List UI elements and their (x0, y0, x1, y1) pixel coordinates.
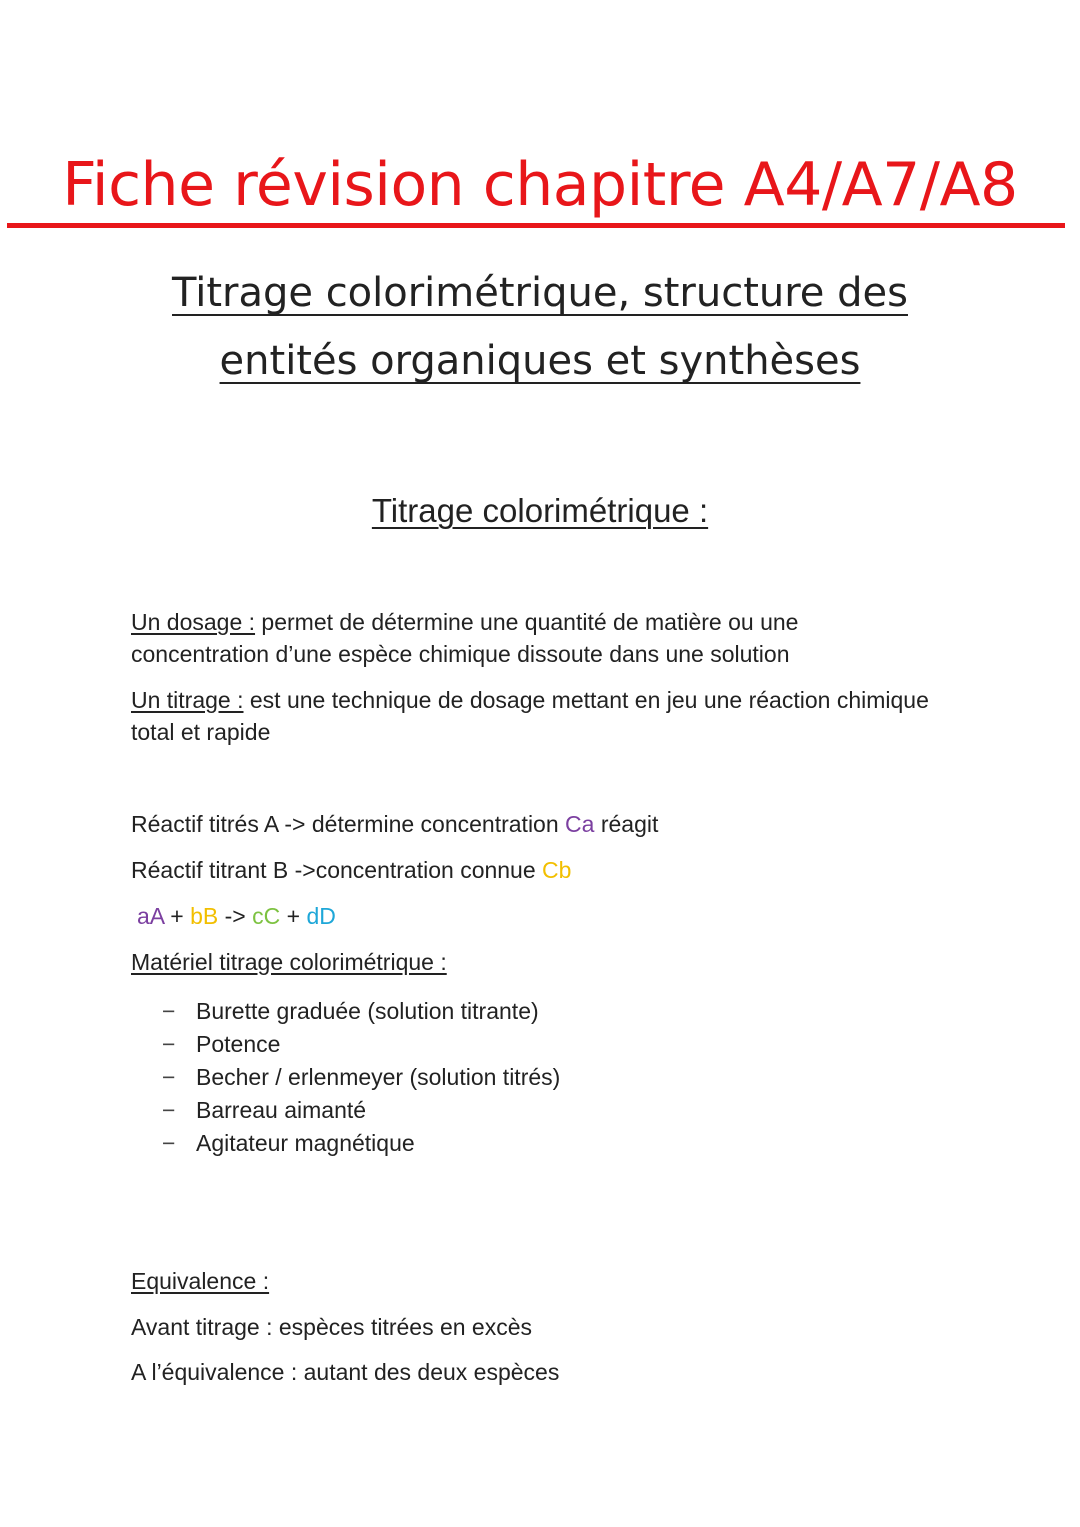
reactif-titre-var: Ca (565, 811, 595, 837)
reactif-titre-line (131, 808, 658, 840)
section-title-text: Titrage colorimétrique : (371, 492, 709, 529)
main-title-underline (7, 223, 1065, 228)
equivalence-before: Avant titrage : espèces titrées en excès (131, 1314, 533, 1340)
definition-titrage (131, 684, 931, 748)
equation-term-b: bB (190, 903, 219, 929)
definition-titrage-term: Un titrage : (131, 687, 244, 713)
subtitle-line-2 (0, 333, 1080, 389)
equivalence-at: A l’équivalence : autant des deux espèces (131, 1359, 560, 1385)
definition-dosage-term: Un dosage : (131, 609, 256, 635)
definition-dosage (131, 606, 931, 670)
subtitle-line-1-text: Titrage colorimétrique, structure des (172, 270, 908, 316)
dash-bullet-icon: − (162, 1031, 176, 1057)
equation-term-d: dD (306, 903, 336, 929)
list-item: − Agitateur magnétique (162, 1127, 560, 1160)
equation-term-c: cC (252, 903, 281, 929)
definition-titrage-text: est une technique de dosage mettant en jeu une réaction chimique total et rapide (131, 687, 929, 745)
subtitle-line-2-text: entités organiques et synthèses (219, 338, 861, 384)
reactif-titre-suffix: réagit (594, 811, 659, 837)
equivalence-title: Equivalence : (131, 1268, 270, 1294)
materiel-title: Matériel titrage colorimétrique : (131, 949, 447, 975)
subtitle-line-1 (0, 265, 1080, 321)
list-item: − Burette graduée (solution titrante) (162, 995, 560, 1028)
reaction-equation (137, 900, 336, 932)
list-item: − Becher / erlenmeyer (solution titrés) (162, 1061, 560, 1094)
equivalence-title-line (131, 1265, 269, 1297)
equation-plus-1: + (163, 903, 191, 929)
definition-dosage-text: permet de détermine une quantité de matière ou une concentration d’une espèce chimique dissoute dans une solution (131, 609, 799, 667)
reactif-titrant-var: Cb (542, 857, 572, 883)
equation-term-a: aA (137, 903, 164, 929)
dash-bullet-icon: − (162, 1064, 176, 1090)
dash-bullet-icon: − (162, 1097, 176, 1123)
reactif-titrant-line (131, 854, 571, 886)
equation-arrow: -> (218, 903, 253, 929)
section-title (0, 490, 1080, 532)
list-item: − Barreau aimanté (162, 1094, 560, 1127)
materiel-title-line (131, 946, 447, 978)
reactif-titre-text: Réactif titrés A -> détermine concentration (131, 811, 566, 837)
equation-plus-2: + (280, 903, 307, 929)
main-title: Fiche révision chapitre A4/A7/A8 (62, 150, 1018, 220)
dash-bullet-icon: − (162, 998, 176, 1024)
reactif-titrant-text: Réactif titrant B ->concentration connue (131, 857, 543, 883)
materiel-list (162, 995, 560, 1160)
list-item: − Potence (162, 1028, 560, 1061)
dash-bullet-icon: − (162, 1130, 176, 1156)
